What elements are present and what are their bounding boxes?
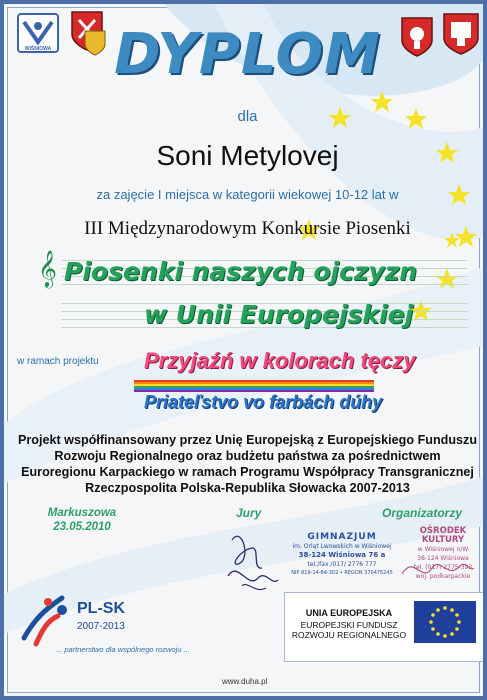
place-and-date (36, 506, 128, 534)
stamp-line: NIP 819-14-84-302 • REGON 370475245 (291, 570, 393, 576)
organizers-label: Organizatorzy (382, 506, 463, 520)
eu-fund-line: EUROPEJSKI FUNDUSZ (300, 620, 398, 630)
jury-label: Jury (236, 506, 262, 520)
stamp-line: 38-124 Wiśniowa 76 a (298, 551, 386, 559)
project-name-pl: Przyjaźń w kolorach tęczy (144, 348, 416, 373)
diploma-title: DYPLOM (114, 22, 381, 87)
plsk-program-logo-icon (18, 590, 76, 648)
eu-fund-text (290, 620, 408, 640)
stamp-title: OŚRODEK KULTURY (419, 526, 467, 545)
project-intro: w ramach projektu (17, 356, 99, 367)
description-line: Rzeczpospolita Polska-Republika Słowacka 2007-2013 (85, 481, 410, 495)
description-line: Euroregionu Karpackiego w ramach Programu Współpracy Transgranicznej (21, 465, 474, 479)
funding-description (14, 432, 481, 496)
plsk-name: PL-SK (77, 600, 125, 617)
description-line: Projekt współfinansowany przez Unię Europejską z Europejskiego Funduszu (17, 433, 478, 447)
jury-signatures (222, 520, 284, 600)
plsk-tagline: ... partnerstwo dla wspólnego rozwoju ... (56, 645, 190, 654)
rainbow-stripe (134, 380, 374, 392)
stamp-line: im. Orląt Lwowskich w Wiśniowej (292, 543, 392, 550)
description-line: Rozwoju Regionalnego oraz budżetu państwa za pośrednictwem (54, 449, 441, 463)
top-left-logo-label: WIŚNIOWA (24, 46, 52, 52)
organizer-signature (396, 544, 476, 594)
stamp-line: w Wiśniowej n/W (417, 546, 469, 553)
date: 23.05.2010 (53, 521, 111, 533)
recipient-name: Soni Metylovej (156, 140, 339, 171)
website-link: www.duha.pl (222, 677, 268, 686)
eu-title: UNIA EUROPEJSKA (305, 608, 393, 618)
stamp-line: tel. (017) 2775-393 (413, 564, 473, 571)
award-line: za zajęcie I miejsca w kategorii wiekowej 10-12 lat w (96, 187, 399, 202)
project-name-sk: Priateľstvo vo farbách dúhy (144, 392, 383, 412)
gimnazjum-stamp (282, 533, 402, 578)
stamp-line: tel./fax /017/ 2776 777 (307, 561, 377, 568)
song-title-line-2: w Unii Europejskiej (144, 300, 414, 329)
stamp-line: woj. podkarpackie (415, 573, 471, 580)
song-title-line-1: Piosenki naszych ojczyzn (64, 257, 418, 286)
plsk-years: 2007-2013 (77, 621, 125, 632)
contest-line: III Międzynarodowym Konkursie Piosenki (84, 218, 411, 239)
treble-clef-icon: 𝄞 (38, 250, 57, 286)
eu-flag-icon (414, 601, 476, 643)
stamp-line: 38-124 Wiśniowa (417, 555, 469, 562)
eu-fund-line: ROZWOJU REGIONALNEGO (291, 630, 407, 640)
place: Markuszowa (47, 507, 117, 519)
stamp-title: GIMNAZJUM (307, 532, 377, 542)
dla-label: dla (237, 108, 258, 125)
